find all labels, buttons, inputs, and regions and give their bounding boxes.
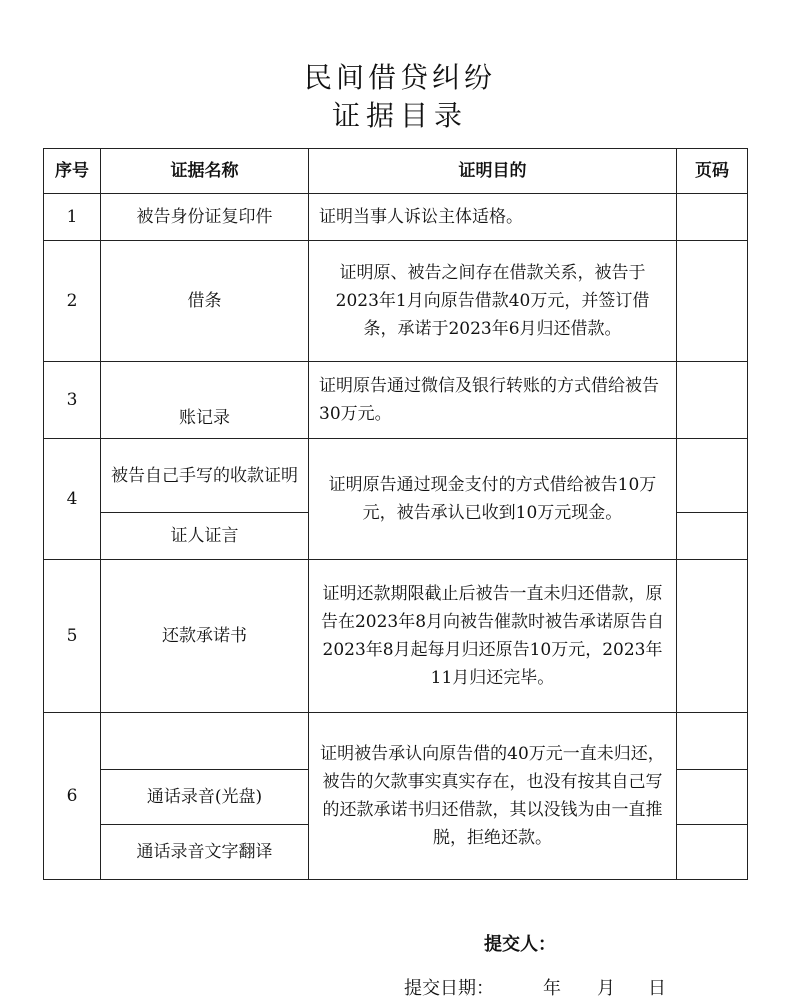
submitter-label: 提交人： [484,934,556,955]
evidence-name: 借条 [101,241,309,362]
header-purpose: 证明目的 [309,149,677,194]
table-row [44,560,748,713]
evidence-name: 还款承诺书 [101,560,309,713]
page-cell [677,241,748,362]
evidence-purpose: 证明原告通过微信及银行转账的方式借给被告30万元。 [309,362,677,439]
date-month-label: 月 [597,978,615,999]
evidence-purpose: 证明当事人诉讼主体适格。 [309,194,677,241]
table-header-row [44,149,748,194]
document-subtitle: 证据目录 [331,99,468,132]
header-evidence-name: 证据名称 [101,149,309,194]
row-number: 3 [44,362,101,439]
page-cell [677,194,748,241]
evidence-name: 证人证言 [101,513,309,560]
header-number: 序号 [44,149,101,194]
evidence-name [101,713,309,770]
page-cell [677,362,748,439]
evidence-purpose: 证明原告通过现金支付的方式借给被告10万元，被告承认已收到10万元现金。 [309,439,677,560]
page-cell [677,513,748,560]
table-row [44,439,748,513]
table-row [44,241,748,362]
submission-date-label: 提交日期： [404,978,494,999]
row-number: 1 [44,194,101,241]
page-cell [677,825,748,880]
evidence-name: 被告身份证复印件 [101,194,309,241]
evidence-name: 账记录 [101,362,309,439]
evidence-table [43,148,748,880]
table-row [44,194,748,241]
evidence-purpose: 证明原、被告之间存在借款关系，被告于2023年1月向原告借款40万元，并签订借条，承诺于2023年6月归还借款。 [309,241,677,362]
evidence-name: 被告自己手写的收款证明 [101,439,309,513]
date-year-label: 年 [543,978,561,999]
evidence-purpose: 证明还款期限截止后被告一直未归还借款，原告在2023年8月向被告催款时被告承诺原告自2023年8月起每月归还原告10万元，2023年11月归还完毕。 [309,560,677,713]
page-cell [677,560,748,713]
page-cell [677,713,748,770]
row-number: 6 [44,713,101,880]
date-day-label: 日 [648,978,666,999]
table-row [44,362,748,439]
row-number: 5 [44,560,101,713]
header-page: 页码 [677,149,748,194]
document-title: 民间借贷纠纷 [303,61,496,94]
row-number: 4 [44,439,101,560]
page-cell [677,770,748,825]
page-cell [677,439,748,513]
table-row [44,713,748,770]
evidence-name: 通话录音文字翻译 [101,825,309,880]
evidence-purpose: 证明被告承认向原告借的40万元一直未归还，被告的欠款事实真实存在，也没有按其自己写的还款承诺书归还借款，其以没钱为由一直推脱，拒绝还款。 [309,713,677,880]
row-number: 2 [44,241,101,362]
evidence-name: 通话录音(光盘) [101,770,309,825]
